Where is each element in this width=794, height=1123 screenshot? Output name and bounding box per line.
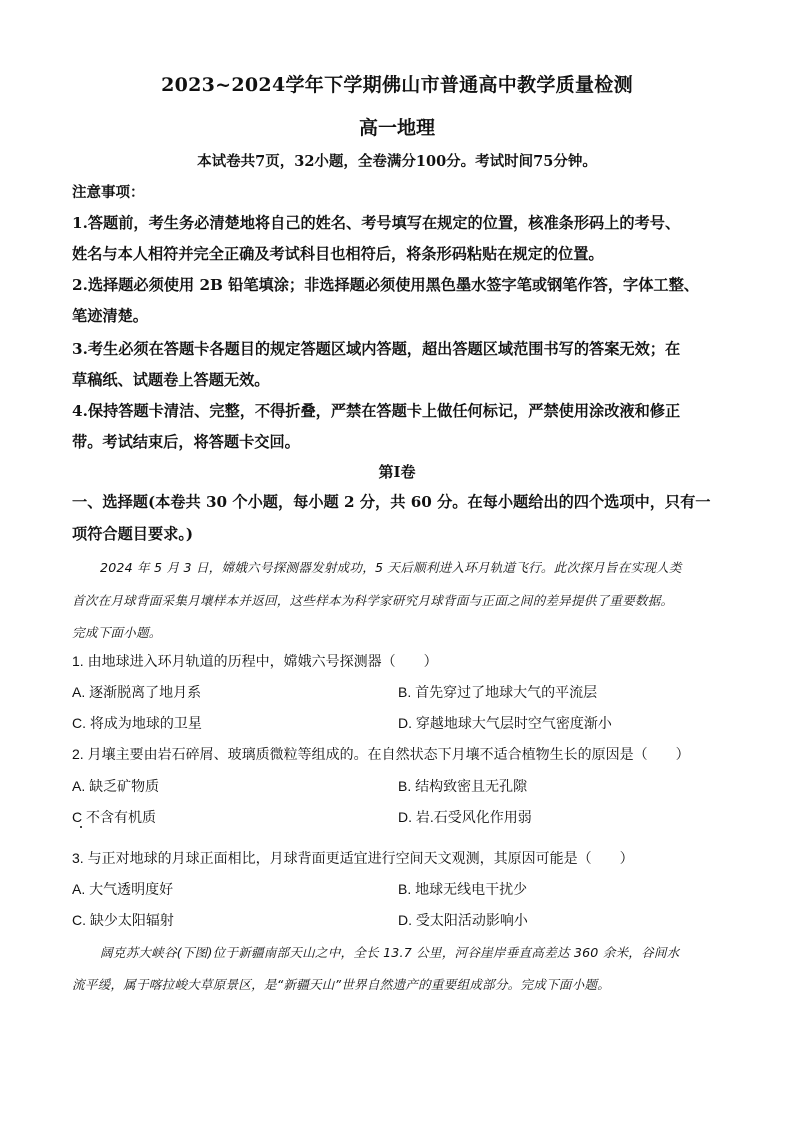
passage-line: 流平缓，属于喀拉峻大草原景区，是“新疆天山”世界自然遗产的重要组成部分。完成下面小题。	[72, 977, 610, 992]
option-c: C 不含有机质	[72, 809, 156, 825]
option-c: C. 将成为地球的卫星	[72, 715, 202, 731]
option-b: B. 地球无线电干扰少	[398, 881, 528, 897]
question-stem: 1. 由地球进入环月轨道的历程中，嫦娥六号探测器（ ）	[72, 653, 438, 669]
stray-dot	[80, 826, 82, 828]
section-title: 第I卷	[378, 463, 416, 481]
option-a: A. 大气透明度好	[72, 881, 174, 897]
exam-subject: 高一地理	[358, 117, 435, 139]
notice-line: 姓名与本人相符并完全正确及考试科目也相符后，将条形码粘贴在规定的位置。	[72, 245, 604, 263]
passage-line: 首次在月球背面采集月壤样本并返回，这些样本为科学家研究月球背面与正面之间的差异提供了重要数据。	[72, 593, 674, 608]
passage-line: 2024 年 5 月 3 日，嫦娥六号探测器发射成功，5 天后顺利进入环月轨道飞行。此次探月旨在实现人类	[100, 560, 682, 575]
option-c: C. 缺少太阳辐射	[72, 912, 174, 928]
exam-intro: 本试卷共7页，32小题，全卷满分100分。考试时间75分钟。	[197, 153, 597, 170]
notice-line: 1.答题前，考生务必清楚地将自己的姓名、考号填写在规定的位置，核准条形码上的考号、	[72, 214, 681, 232]
option-b: B. 首先穿过了地球大气的平流层	[398, 684, 598, 700]
notice-line: 2.选择题必须使用 2B 铅笔填涂；非选择题必须使用黑色墨水签字笔或钢笔作答，字体工整、	[72, 276, 699, 294]
option-b: B. 结构致密且无孔隙	[398, 778, 528, 794]
option-a: A. 缺乏矿物质	[72, 778, 160, 794]
notice-heading: 注意事项：	[72, 184, 145, 201]
section-instruction: 一、选择题(本卷共 30 个小题，每小题 2 分，共 60 分。在每小题给出的四个选项中，只有一	[72, 493, 711, 511]
notice-line: 笔迹清楚。	[72, 307, 148, 325]
passage-line: 完成下面小题。	[72, 625, 162, 640]
question-stem: 3. 与正对地球的月球正面相比，月球背面更适宜进行空间天文观测，其原因可能是（ ）	[72, 850, 634, 866]
option-d: D. 穿越地球大气层时空气密度渐小	[398, 715, 612, 731]
option-d: D. 岩.石受风化作用弱	[398, 809, 532, 825]
passage-line: 阔克苏大峡谷(下图)位于新疆南部天山之中，全长 13.7 公里，河谷崖岸垂直高差达 360 余米，谷间水	[100, 945, 680, 960]
notice-line: 带。考试结束后，将答题卡交回。	[72, 433, 300, 451]
notice-line: 草稿纸、试题卷上答题无效。	[72, 371, 270, 389]
option-d: D. 受太阳活动影响小	[398, 912, 528, 928]
notice-line: 3.考生必须在答题卡各题目的规定答题区域内答题，超出答题区域范围书写的答案无效；在	[72, 340, 681, 358]
question-stem: 2. 月壤主要由岩石碎屑、玻璃质微粒等组成的。在自然状态下月壤不适合植物生长的原因是（ ）	[72, 746, 690, 762]
section-instruction: 项符合题目要求。)	[72, 525, 194, 543]
option-a: A. 逐渐脱离了地月系	[72, 684, 202, 700]
notice-line: 4.保持答题卡清洁、完整，不得折叠，严禁在答题卡上做任何标记，严禁使用涂改液和修正	[72, 402, 681, 420]
exam-title: 2023~2024学年下学期佛山市普通高中教学质量检测	[161, 74, 633, 96]
